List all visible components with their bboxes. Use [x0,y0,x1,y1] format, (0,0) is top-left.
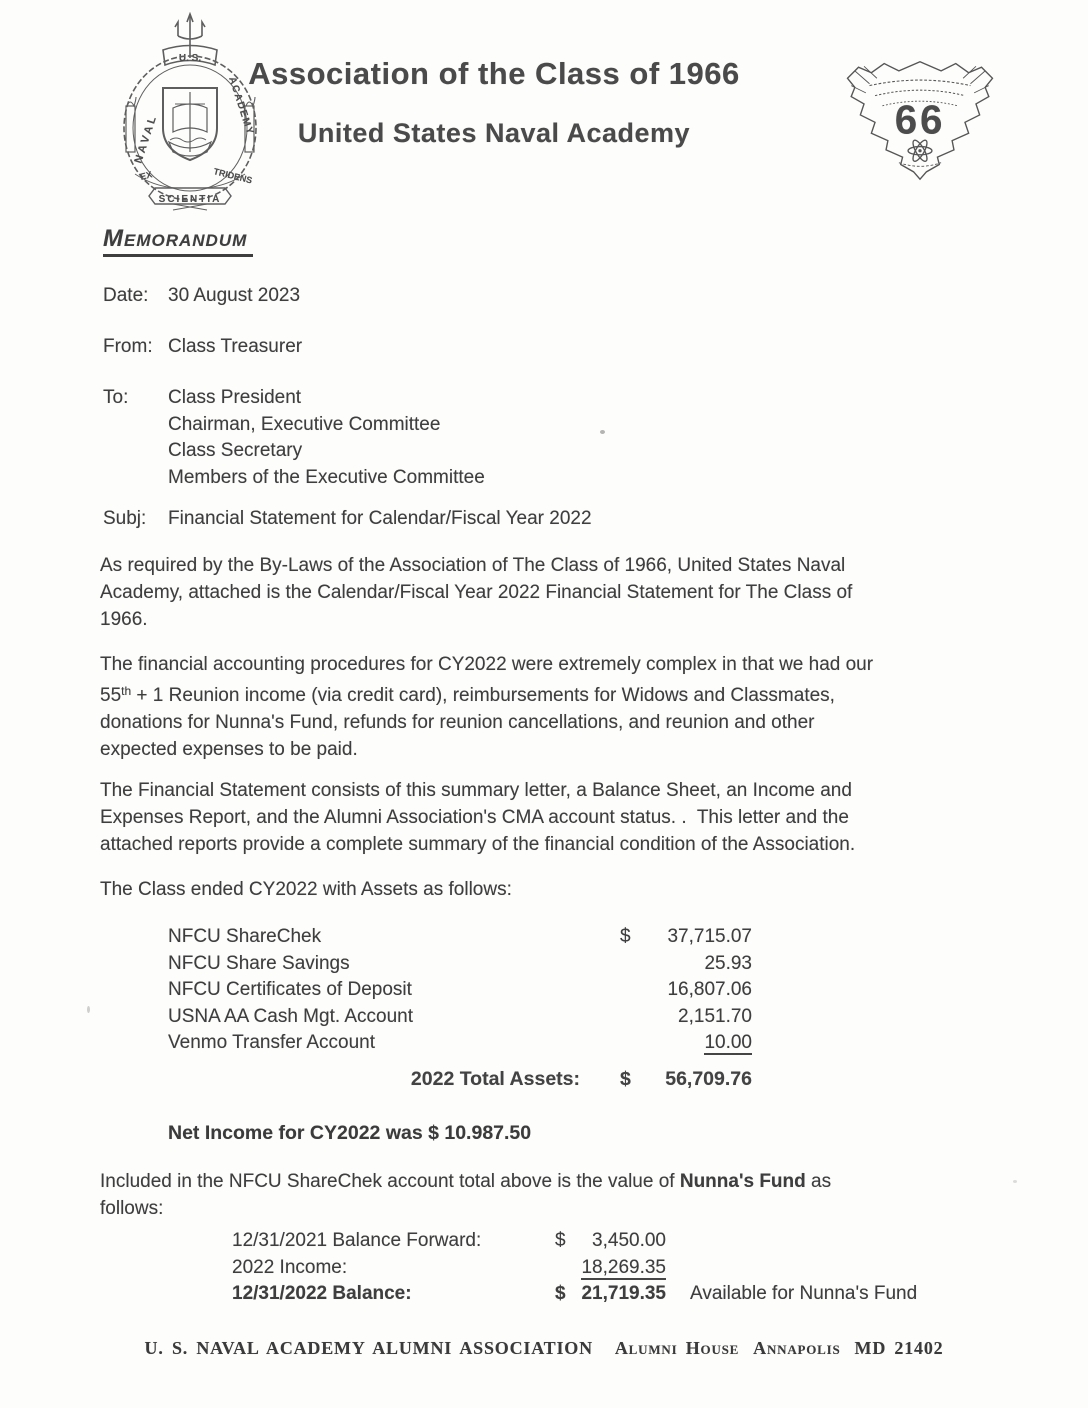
asset-label: Venmo Transfer Account [168,1032,376,1053]
to-recipient: Members of the Executive Committee [168,466,485,488]
asset-label: NFCU ShareChek [168,926,322,947]
paragraph-line: The financial accounting procedures for CY2022 were extremely complex in that we had our [100,654,874,675]
scan-artifact [87,1006,90,1013]
asset-row [168,951,752,978]
class-crest-66-text: 66 [894,96,946,143]
fund-amount: 18,269.35 [581,1256,666,1278]
to-label: To: [103,387,129,408]
footer-building: Alumni House [614,1338,740,1358]
asset-label: NFCU Certificates of Deposit [168,979,412,1000]
currency-sign [620,1030,654,1057]
currency-sign [620,951,654,978]
seal-ex-text: EX [139,169,154,182]
fund-intro-paragraph [100,1168,831,1222]
to-recipient: Class President [168,387,302,408]
currency-sign: $ [620,1068,631,1090]
paragraph-line: The Financial Statement consists of this summary letter, a Balance Sheet, an Income and [100,780,852,801]
from-label: From: [103,336,153,357]
paragraph-line: 55th + 1 Reunion income (via credit card), reimbursements for Widows and Classmates, [100,684,835,706]
footer-city: Annapolis [753,1338,841,1358]
page-subtitle: United States Naval Academy [297,118,691,148]
scan-artifact [600,430,605,434]
fund-note: Available for Nunna's Fund [690,1283,918,1304]
total-assets-label: 2022 Total Assets: [410,1068,580,1090]
nunnas-fund-table [232,1228,917,1308]
asset-row [168,1030,752,1057]
field-date [103,283,300,310]
currency-sign: $ [620,926,631,947]
asset-row [168,1004,752,1031]
paragraph-line: attached reports provide a complete summary of the financial condition of the Association. [100,834,856,855]
memo-heading: Memorandum [103,225,253,257]
total-assets-amount: 56,709.76 [665,1068,752,1090]
subject-value: Financial Statement for Calendar/Fiscal Year 2022 [168,508,592,529]
seal-us-text: U. S. [178,53,202,64]
paragraph-line: 1966. [100,609,148,630]
fund-label: 12/31/2021 Balance Forward: [232,1230,482,1251]
usna-seal-icon [115,12,265,212]
asset-amount: 25.93 [704,952,752,974]
paragraph-line: Expenses Report, and the Alumni Association's CMA account status. . This letter and the [100,807,849,828]
currency-sign [620,1004,654,1031]
field-to [103,385,485,491]
footer-state-zip: MD 21402 [854,1338,944,1358]
paragraph-statement-contents [100,777,855,858]
date-value: 30 August 2023 [168,285,301,306]
seal-tridens-text: TRIDENS [212,166,254,186]
field-from [103,334,302,361]
date-label: Date: [103,285,149,306]
currency-sign: $ [555,1230,566,1251]
asset-amount: 2,151.70 [678,1005,752,1027]
fund-row [232,1228,917,1255]
footer-address [0,1338,1088,1359]
from-value: Class Treasurer [168,336,303,357]
page-title: Association of the Class of 1966 [248,56,740,91]
paragraph-line: follows: [100,1198,164,1219]
to-recipients [168,385,485,491]
total-assets-row [168,1068,752,1091]
paragraph-line: expected expenses to be paid. [100,739,358,760]
asset-row [168,924,752,951]
currency-sign [620,977,654,1004]
seal-academy-text: ACADEMY [226,75,256,138]
fund-row-balance [232,1281,917,1308]
assets-table [168,924,752,1057]
asset-label: NFCU Share Savings [168,952,350,974]
class-of-1966-crest-icon [842,56,998,184]
fund-amount: 21,719.35 [581,1283,666,1304]
paragraph-bylaws [100,552,852,633]
fund-label: 12/31/2022 Balance: [232,1283,412,1304]
asset-amount: 37,715.07 [667,926,752,947]
asset-row [168,977,752,1004]
seal-scientia-text: SCIENTIA [158,194,222,205]
field-subject [103,506,592,533]
paragraph-line: donations for Nunna's Fund, refunds for reunion cancellations, and reunion and other [100,712,815,733]
subject-label: Subj: [103,508,147,529]
asset-amount: 10.00 [704,1032,752,1053]
fund-amount: 3,450.00 [592,1230,666,1251]
footer-org: U. S. NAVAL ACADEMY ALUMNI ASSOCIATION [144,1338,593,1358]
fund-label: 2022 Income: [232,1256,348,1278]
currency-sign: $ [555,1283,566,1304]
asset-label: USNA AA Cash Mgt. Account [168,1005,414,1027]
to-recipient: Class Secretary [168,440,303,461]
asset-amount: 16,807.06 [667,979,752,1000]
seal-naval-text: NAVAL [132,112,160,165]
currency-sign [555,1255,577,1282]
paragraph-line: Included in the NFCU ShareChek account total above is the value of Nunna's Fund as [100,1171,832,1192]
to-recipient: Chairman, Executive Committee [168,413,441,435]
scan-artifact [1013,1180,1017,1183]
ordinal-superscript: th [121,684,132,698]
net-income-line: Net Income for CY2022 was $ 10.987.50 [168,1122,532,1144]
paragraph-assets-intro: The Class ended CY2022 with Assets as follows: [100,879,512,900]
nunnas-fund-bold: Nunna's Fund [679,1171,806,1192]
fund-row [232,1255,917,1282]
paragraph-line: As required by the By-Laws of the Association of The Class of 1966, United States Naval [100,555,846,576]
paragraph-accounting [100,651,873,763]
paragraph-line: Academy, attached is the Calendar/Fiscal Year 2022 Financial Statement for The Class of [100,582,853,603]
